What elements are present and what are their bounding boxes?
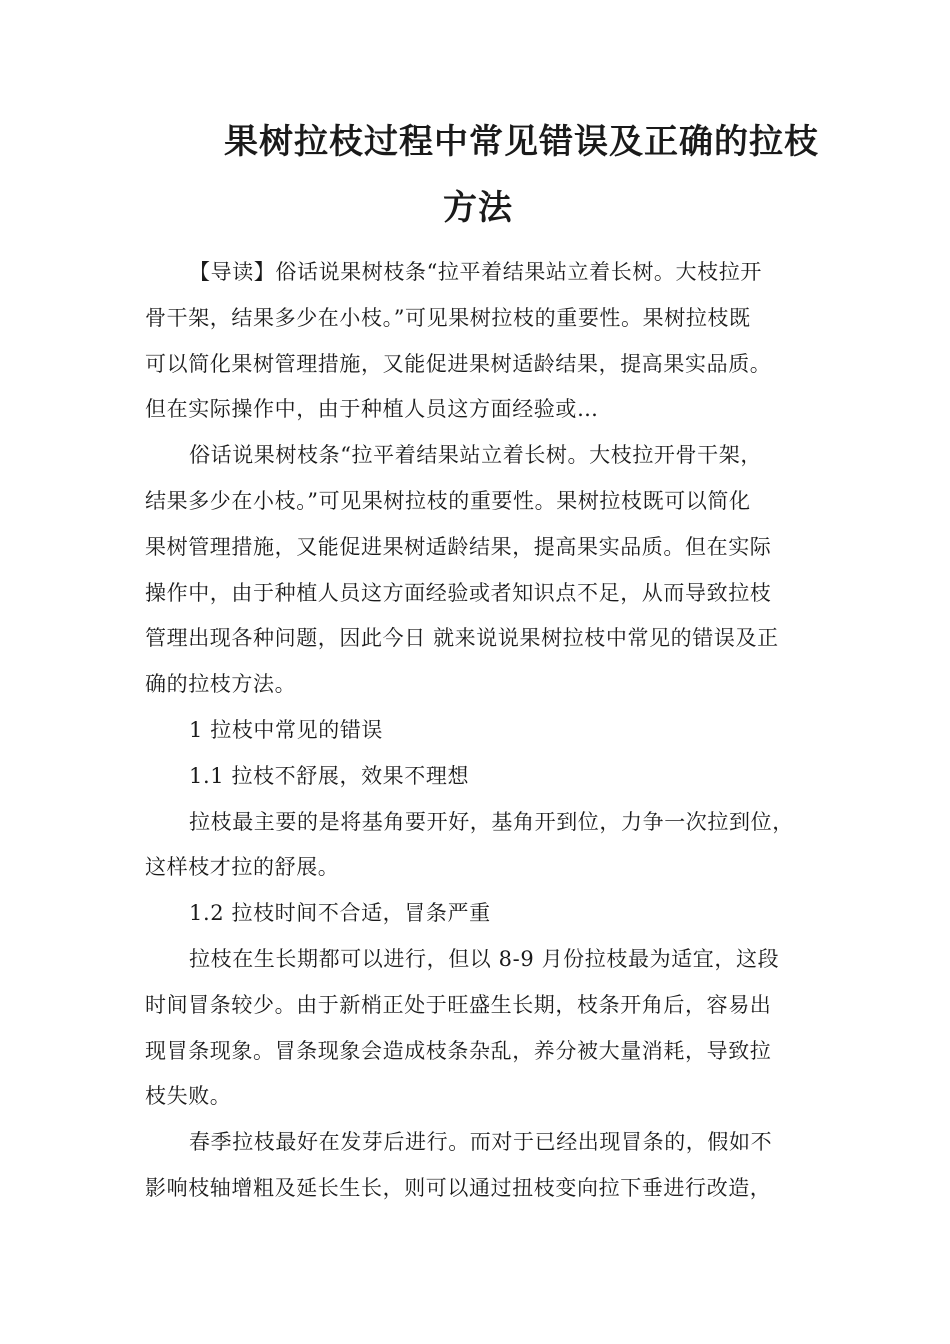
- text-line: 俗话说果树枝条“拉平着结果站立着长树。大枝拉开骨干架，: [189, 443, 762, 468]
- document-title-line-1: 果树拉枝过程中常见错误及正确的拉枝: [224, 122, 819, 162]
- text-line: 操作中，由于种植人员这方面经验或者知识点不足，从而导致拉枝: [145, 580, 772, 605]
- text-line: 拉枝最主要的是将基角要开好，基角开到位，力争一次拉到位，: [189, 809, 794, 834]
- text-line: 1.2 拉枝时间不合适，冒条严重: [189, 901, 491, 926]
- text-line: 结果多少在小枝。”可见果树拉枝的重要性。果树拉枝既可以简化: [145, 488, 751, 513]
- text-line: 确的拉枝方法。: [145, 672, 297, 697]
- text-line: 可以简化果树管理措施，又能促进果树适龄结果，提高果实品质。: [145, 351, 772, 376]
- text-line: 拉枝在生长期都可以进行，但以 8-9 月份拉枝最为适宜，这段: [189, 946, 780, 971]
- text-line: 春季拉枝最好在发芽后进行。而对于已经出现冒条的，假如不: [189, 1130, 773, 1155]
- text-line: 骨干架，结果多少在小枝。”可见果树拉枝的重要性。果树拉枝既: [145, 305, 751, 330]
- text-line: 1 拉枝中常见的错误: [189, 717, 384, 742]
- text-line: 这样枝才拉的舒展。: [145, 855, 340, 880]
- text-line: 现冒条现象。冒条现象会造成枝条杂乱，养分被大量消耗，导致拉: [145, 1038, 772, 1063]
- document-title-line-2: 方法: [443, 188, 513, 228]
- text-line: 1.1 拉枝不舒展，效果不理想: [189, 763, 470, 788]
- text-line: 但在实际操作中，由于种植人员这方面经验或…: [145, 397, 599, 422]
- text-line: 枝失败。: [145, 1084, 232, 1109]
- text-line: 果树管理措施，又能促进果树适龄结果，提高果实品质。但在实际: [145, 534, 772, 559]
- text-line: 【导读】俗话说果树枝条“拉平着结果站立着长树。大枝拉开: [189, 260, 762, 284]
- document-body: [145, 250, 820, 1212]
- text-line: 管理出现各种问题，因此今日 就来说说果树拉枝中常见的错误及正: [145, 626, 779, 651]
- text-line: 时间冒条较少。由于新梢正处于旺盛生长期，枝条开角后，容易出: [145, 992, 772, 1017]
- text-line: 影响枝轴增粗及延长生长，则可以通过扭枝变向拉下垂进行改造，: [145, 1175, 772, 1200]
